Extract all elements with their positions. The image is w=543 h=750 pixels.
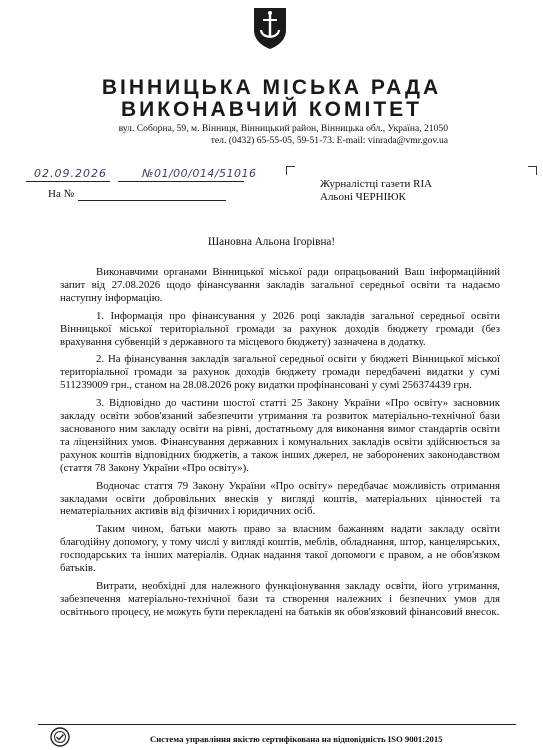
salutation: Шановна Альона Ігорівна! <box>207 236 336 248</box>
paragraph: Таким чином, батьки мають право за власним бажанням надати закладу освіти благодійну допомогу, у тому числі у вигляді коштів, меблів, обладнання, штор, канцелярських, господарських та інших матеріалів. Однак надання такої допомоги є правом, а не обов'язком батьків. <box>60 523 500 575</box>
letter-body <box>60 266 500 624</box>
paragraph: Виконавчими органами Вінницької міської ради опрацьований Ваш інформаційний запит від 27.08.2026 щодо фінансування закладів загальної середньої освіти та надаємо наступну інформацію. <box>60 266 500 304</box>
footer-certification-text: Система управління якістю сертифікована на відповідність ISO 9001:2015 <box>150 734 443 744</box>
recipient-corner-right <box>528 166 537 175</box>
footer-divider <box>38 724 516 725</box>
recipient-block <box>320 178 432 204</box>
reference-underline <box>78 200 226 201</box>
paragraph: 3. Відповідно до частини шостої статті 25 Закону України «Про освіту» засновник закладу освіти зобов'язаний забезпечити утримання та розвиток матеріально-технічної бази заснованого ним закладу освіти на рівні, достатньому для виконання вимог стандартів освіти та ліцензійних умов. Фінансування державних і комунальних закладів освіти здійснюється за рахунок коштів відповідних бюджетів, а також інших джерел, не заборонених законодавством (стаття 78 Закону України «Про освіту»). <box>60 397 500 474</box>
recipient-line: Журналістці газети RIA <box>320 178 433 190</box>
organization-subname: ВИКОНАВЧИЙ КОМІТЕТ <box>120 98 423 121</box>
recipient-name: Альоні ЧЕРНІЮК <box>320 191 406 203</box>
handwritten-date: 02.09.2026 <box>34 167 107 180</box>
recipient-corner-left <box>286 166 295 175</box>
vinnytsia-coat-of-arms-icon <box>252 6 288 50</box>
paragraph: 2. На фінансування закладів загальної середньої освіти у бюджеті Вінницької міської територіальної громади за рахунок доходів бюджету громади передбачені видатки у сумі 511239009 грн., станом на 28.08.2026 року видатки профінансовані у сумі 256374439 грн. <box>60 353 500 392</box>
iso-certification-icon <box>50 727 70 747</box>
address-line: вул. Соборна, 59, м. Вінниця, Вінницький район, Вінницька обл., Україна, 21050 <box>118 123 448 134</box>
paragraph: Водночас стаття 79 Закону України «Про освіту» передбачає можливість отримання закладами освіти добровільних внесків у вигляді коштів, матеріальних цінностей та нематеріальних активів від фізичних і юридичних осіб. <box>60 479 500 518</box>
handwritten-registration-number: №01/00/014/51016 <box>142 167 257 180</box>
number-underline <box>118 181 244 182</box>
date-underline <box>26 181 110 182</box>
paragraph: 1. Інформація про фінансування у 2026 році закладів загальної середньої освіти Вінницької міської територіальної громади за рахунок доходів бюджету громади (без врахування субвенцій з державного та місцевого бюджету) зазначена в додатку. <box>60 309 500 348</box>
organization-name: ВІННИЦЬКА МІСЬКА РАДА <box>101 76 442 99</box>
contacts-line: тел. (0432) 65-55-05, 59-51-73. E-mail: vinrada@vmr.gov.ua <box>210 135 448 146</box>
reference-number-label: На № <box>48 188 75 200</box>
address-block <box>48 123 448 147</box>
paragraph: Витрати, необхідні для належного функціонування закладу освіти, його утримання, забезпечення матеріально-технічної бази та створення належних і безпечних умов для освітнього процесу, не можуть бути перекладені на батьків як обов'язковий фінансовий внесок. <box>60 579 500 618</box>
